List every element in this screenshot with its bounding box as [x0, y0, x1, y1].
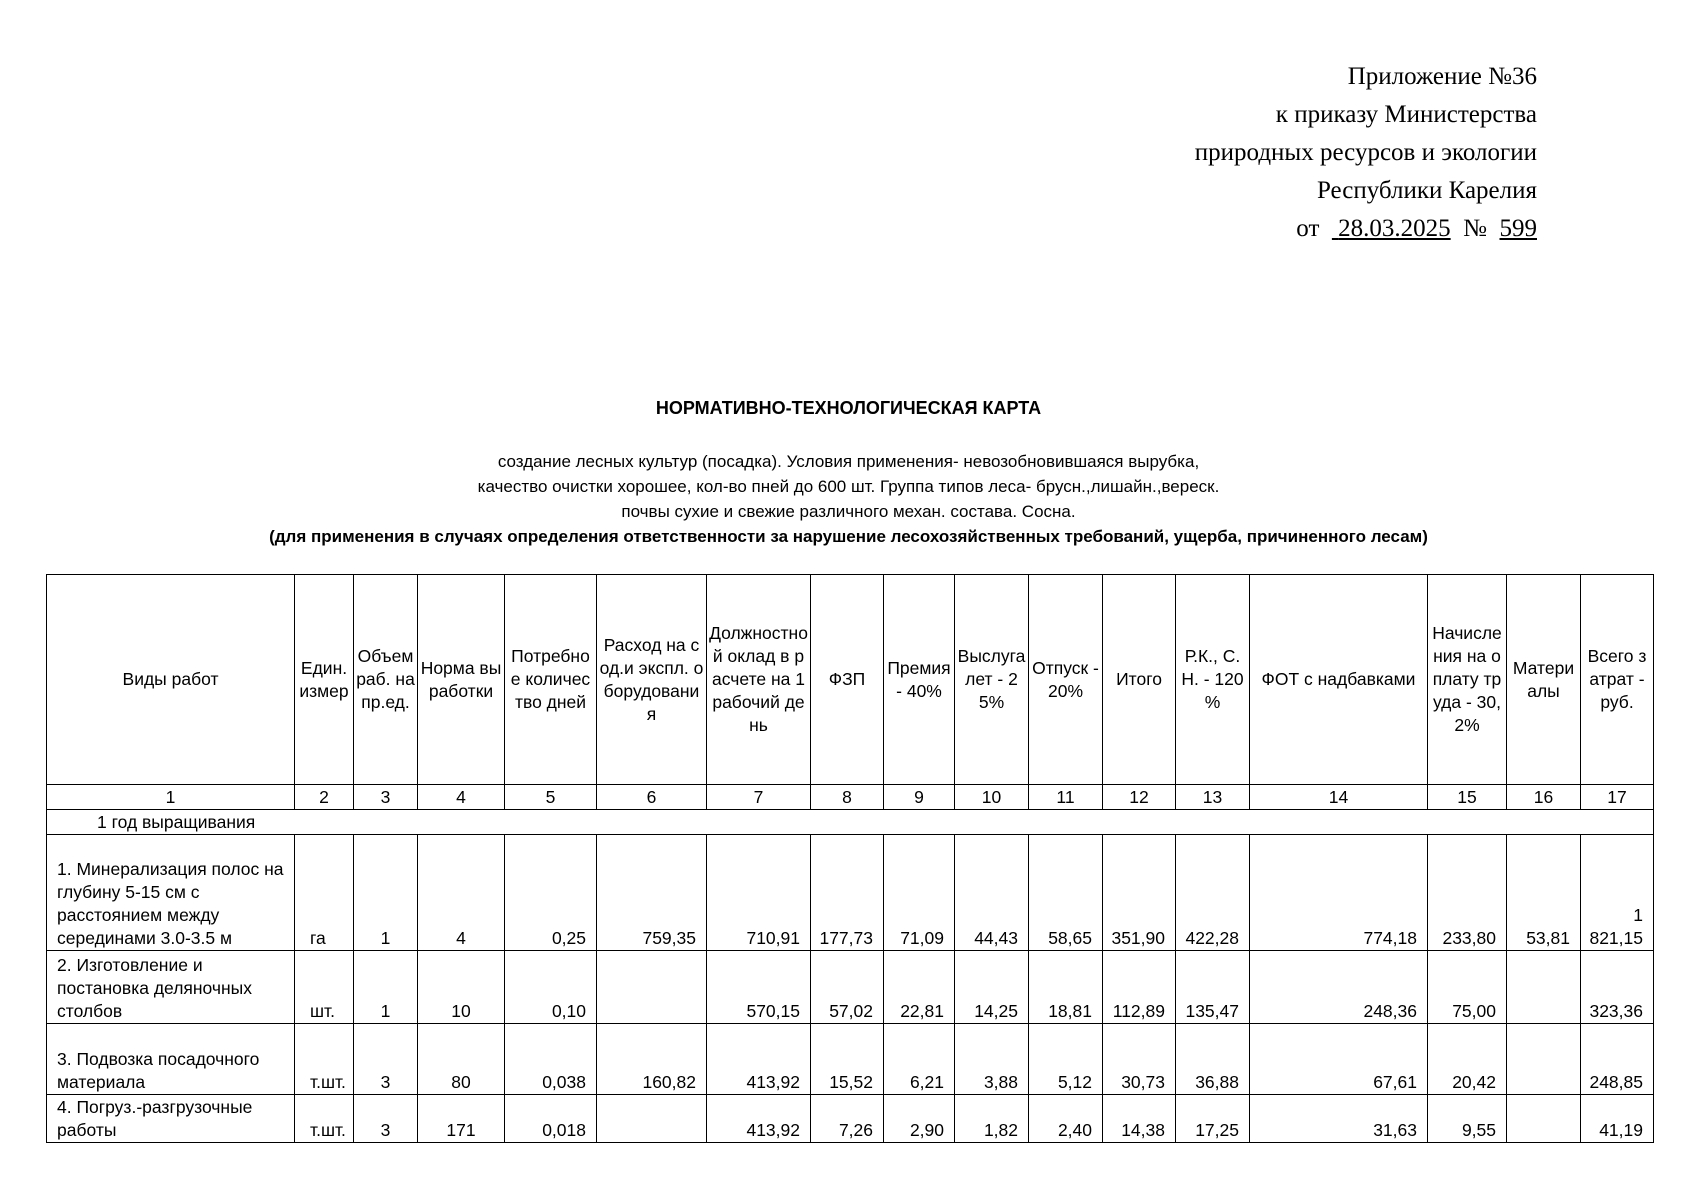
order-number: 599	[1499, 215, 1537, 242]
column-number: 15	[1428, 785, 1507, 810]
col-header-equipment: Расход на сод.и экспл. оборудования	[597, 575, 707, 785]
section-row	[47, 810, 1654, 835]
cell-days: 0,10	[505, 951, 597, 1024]
order-reference: к приказу Министерства	[1275, 101, 1537, 128]
subtitle-line-3: почвы сухие и свежие различного механ. состава. Сосна.	[621, 502, 1076, 521]
column-number: 10	[955, 785, 1029, 810]
norm-tech-table	[46, 574, 1654, 1143]
cell-volume: 1	[354, 951, 418, 1024]
cell-materials	[1507, 951, 1581, 1024]
cell-vacation: 2,40	[1029, 1095, 1103, 1143]
cell-equipment: 160,82	[597, 1024, 707, 1095]
cell-vacation: 58,65	[1029, 835, 1103, 951]
col-header-seniority: Выслуга лет - 25%	[955, 575, 1029, 785]
cell-materials: 53,81	[1507, 835, 1581, 951]
cell-fot: 774,18	[1250, 835, 1428, 951]
work-name: 2. Изготовление и постановка деляночных столбов	[47, 951, 295, 1024]
col-header-work-type: Виды работ	[47, 575, 295, 785]
order-date: 28.03.2025	[1338, 215, 1451, 242]
cell-fzp: 7,26	[811, 1095, 884, 1143]
column-number: 4	[418, 785, 505, 810]
column-number: 13	[1176, 785, 1250, 810]
cell-salary: 570,15	[707, 951, 811, 1024]
cell-accruals: 233,80	[1428, 835, 1507, 951]
cell-salary: 710,91	[707, 835, 811, 951]
cell-days: 0,25	[505, 835, 597, 951]
cell-fzp: 15,52	[811, 1024, 884, 1095]
col-header-materials: Материалы	[1507, 575, 1581, 785]
cell-rk: 135,47	[1176, 951, 1250, 1024]
cell-vacation: 18,81	[1029, 951, 1103, 1024]
cell-salary: 413,92	[707, 1024, 811, 1095]
cell-vacation: 5,12	[1029, 1024, 1103, 1095]
cell-fot: 248,36	[1250, 951, 1428, 1024]
cell-total: 351,90	[1103, 835, 1176, 951]
column-number: 12	[1103, 785, 1176, 810]
cell-bonus: 6,21	[884, 1024, 955, 1095]
column-numbers-row	[47, 785, 1654, 810]
column-number: 7	[707, 785, 811, 810]
cell-seniority: 44,43	[955, 835, 1029, 951]
work-name: 1. Минерализация полос на глубину 5-15 см с расстоянием между серединами 3.0-3.5 м	[47, 835, 295, 951]
cell-accruals: 9,55	[1428, 1095, 1507, 1143]
cell-norm: 10	[418, 951, 505, 1024]
cell-fzp: 57,02	[811, 951, 884, 1024]
col-header-volume: Объем раб. на пр.ед.	[354, 575, 418, 785]
column-number: 14	[1250, 785, 1428, 810]
cell-volume: 3	[354, 1095, 418, 1143]
col-header-fot: ФОТ с надбавками	[1250, 575, 1428, 785]
col-header-grand-total: Всего затрат - руб.	[1581, 575, 1654, 785]
column-number: 17	[1581, 785, 1654, 810]
subtitle-line-2: качество очистки хорошее, кол-во пней до 600 шт. Группа типов леса- брусн.,лишайн.,вереск.	[477, 477, 1220, 496]
cell-equipment	[597, 1095, 707, 1143]
document-subtitle	[0, 449, 1697, 549]
col-header-fzp: ФЗП	[811, 575, 884, 785]
column-number: 1	[47, 785, 295, 810]
cell-equipment	[597, 951, 707, 1024]
table-row	[47, 951, 1654, 1024]
column-number: 6	[597, 785, 707, 810]
cell-grand-total: 41,19	[1581, 1095, 1654, 1143]
col-header-days: Потребное количество дней	[505, 575, 597, 785]
cell-accruals: 75,00	[1428, 951, 1507, 1024]
cell-days: 0,038	[505, 1024, 597, 1095]
cell-seniority: 14,25	[955, 951, 1029, 1024]
cell-equipment: 759,35	[597, 835, 707, 951]
cell-rk: 17,25	[1176, 1095, 1250, 1143]
table-row	[47, 835, 1654, 951]
subtitle-line-4: (для применения в случаях определения ответственности за нарушение лесохозяйственных требований, ущерба, причиненного лесам)	[269, 527, 1428, 546]
cell-rk: 36,88	[1176, 1024, 1250, 1095]
column-number: 16	[1507, 785, 1581, 810]
cell-bonus: 2,90	[884, 1095, 955, 1143]
section-label: 1 год выращивания	[47, 810, 1654, 835]
col-header-salary: Должностной оклад в расчете на 1 рабочий день	[707, 575, 811, 785]
cell-unit: шт.	[295, 951, 354, 1024]
cell-norm: 171	[418, 1095, 505, 1143]
cell-days: 0,018	[505, 1095, 597, 1143]
cell-total: 14,38	[1103, 1095, 1176, 1143]
work-name: 3. Подвозка посадочного материала	[47, 1024, 295, 1095]
cell-grand-total: 248,85	[1581, 1024, 1654, 1095]
cell-bonus: 22,81	[884, 951, 955, 1024]
col-header-total: Итого	[1103, 575, 1176, 785]
column-number: 2	[295, 785, 354, 810]
ministry-name: природных ресурсов и экологии	[1194, 139, 1537, 166]
cell-volume: 1	[354, 835, 418, 951]
col-header-bonus: Премия - 40%	[884, 575, 955, 785]
cell-unit: га	[295, 835, 354, 951]
work-name: 4. Погруз.-разгрузочные работы	[47, 1095, 295, 1143]
cell-norm: 80	[418, 1024, 505, 1095]
cell-bonus: 71,09	[884, 835, 955, 951]
col-header-vacation: Отпуск - 20%	[1029, 575, 1103, 785]
table-row	[47, 1095, 1654, 1143]
cell-grand-total: 1 821,15	[1581, 835, 1654, 951]
number-prefix: №	[1463, 215, 1487, 242]
cell-unit: т.шт.	[295, 1024, 354, 1095]
order-date-line	[1195, 210, 1537, 248]
cell-unit: т.шт.	[295, 1095, 354, 1143]
col-header-unit: Един. измер	[295, 575, 354, 785]
cell-rk: 422,28	[1176, 835, 1250, 951]
cell-fot: 67,61	[1250, 1024, 1428, 1095]
document-title: НОРМАТИВНО-ТЕХНОЛОГИЧЕСКАЯ КАРТА	[655, 398, 1042, 418]
cell-norm: 4	[418, 835, 505, 951]
cell-volume: 3	[354, 1024, 418, 1095]
date-prefix: от	[1296, 215, 1326, 242]
cell-total: 112,89	[1103, 951, 1176, 1024]
cell-seniority: 3,88	[955, 1024, 1029, 1095]
col-header-accruals: Начисления на оплату труда - 30,2%	[1428, 575, 1507, 785]
col-header-rk: Р.К., С.Н. - 120 %	[1176, 575, 1250, 785]
cell-grand-total: 323,36	[1581, 951, 1654, 1024]
cell-fzp: 177,73	[811, 835, 884, 951]
col-header-norm: Норма выработки	[418, 575, 505, 785]
cell-accruals: 20,42	[1428, 1024, 1507, 1095]
subtitle-line-1: создание лесных культур (посадка). Условия применения- невозобновившаяся вырубка,	[497, 452, 1200, 471]
cell-total: 30,73	[1103, 1024, 1176, 1095]
column-number: 9	[884, 785, 955, 810]
column-number: 11	[1029, 785, 1103, 810]
cell-salary: 413,92	[707, 1095, 811, 1143]
column-number: 3	[354, 785, 418, 810]
cell-materials	[1507, 1024, 1581, 1095]
republic-name: Республики Карелия	[1316, 177, 1537, 204]
appendix-number: Приложение №36	[1347, 63, 1537, 90]
order-header	[1195, 58, 1537, 248]
column-number: 8	[811, 785, 884, 810]
table-row	[47, 1024, 1654, 1095]
cell-materials	[1507, 1095, 1581, 1143]
cell-seniority: 1,82	[955, 1095, 1029, 1143]
column-number: 5	[505, 785, 597, 810]
table-header-row	[47, 575, 1654, 785]
cell-fot: 31,63	[1250, 1095, 1428, 1143]
